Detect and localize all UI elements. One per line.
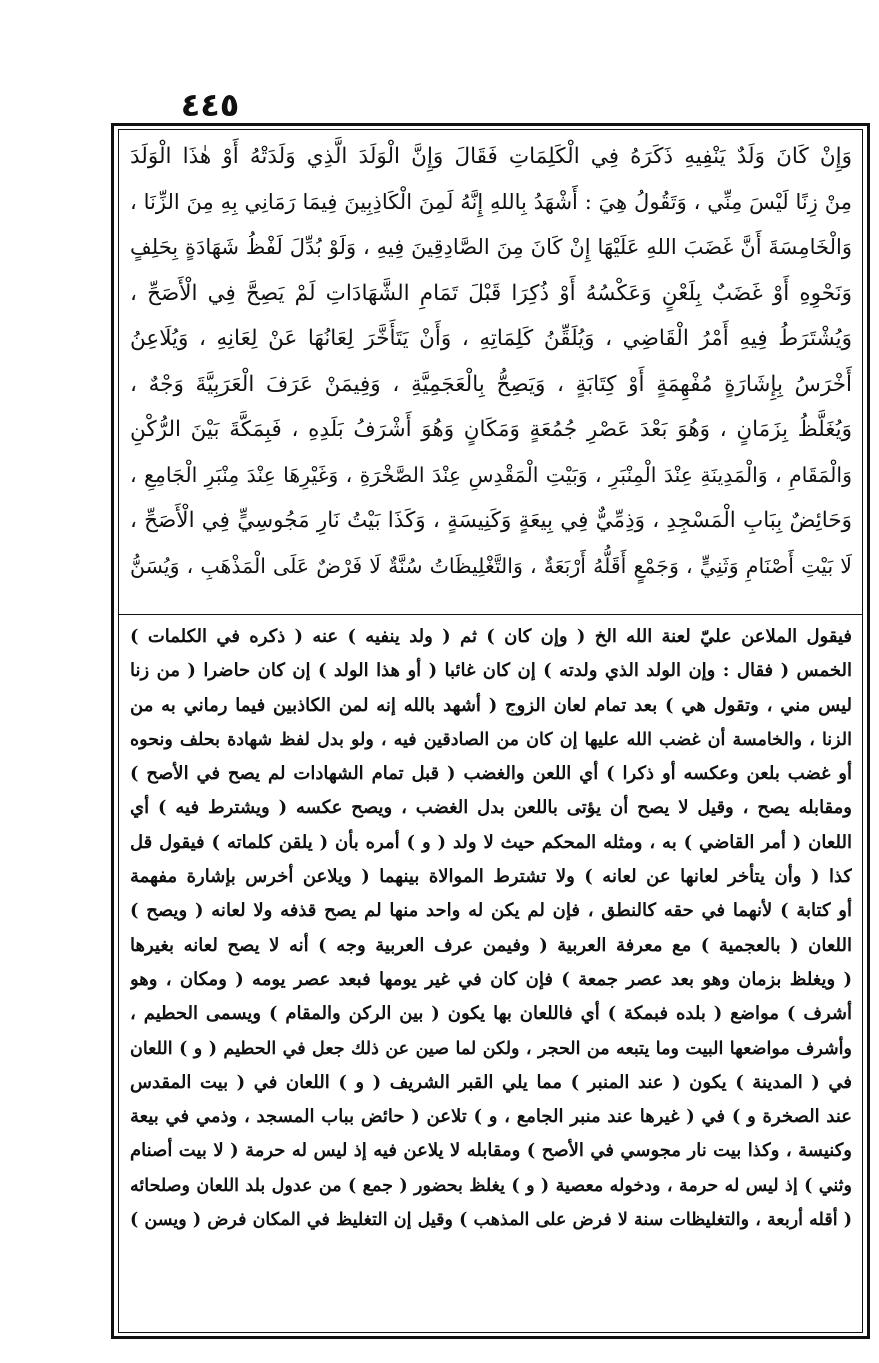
matn-line: وَالْمَقَامِ ، وَالْمَدِينَةِ عِنْدَ الْمِنْبَرِ ، وَبَيْتِ الْمَقْدِسِ عِنْدَ الصَّخْرَةِ ، وَغَيْرِهَا عِنْدَ مِنْبَرِ الْجَامِعِ ، (130, 462, 852, 487)
matn-line: وَإِنْ كَانَ وَلَدٌ يَنْفِيهِ ذَكَرَهُ فِي الْكَلِمَاتِ فَقَالَ وَإِنَّ الْوَلَدَ الَّذِي وَلَدَتْهُ أَوْ هٰذَا الْوَلَدَ (130, 144, 852, 169)
matn-line: وَالْخَامِسَةَ أَنَّ غَضَبَ اللهِ عَلَيْهَا إِنْ كَانَ مِنَ الصَّادِقِينَ فِيهِ ، وَلَوْ بُدِّلَ لَفْظُ شَهَادَةٍ بِحَلِفٍ (130, 235, 852, 259)
sharh-line: ( ويغلظ بزمان وهو بعد عصر جمعة ) فإن كان في غير يومها فبعد عصر يومه ( ومكان ، وهو (130, 968, 852, 990)
sharh-line: ليس مني ، وتقول هي ) بعد تمام لعان الزوج ( أشهد بالله إنه لمن الكاذبين فيما رماني به من (130, 694, 852, 716)
sharh-line: عند الصخرة و ) في ( غيرها عند منبر الجامع ، و ) تلاعن ( حائض بباب المسجد ، وذمي في بيعة (130, 1106, 852, 1128)
sharh-line: أو غضب بلعن وعكسه أو ذكرا ) أي اللعن والغضب ( قبل تمام الشهادات لم يصح في الأصح ) (130, 763, 852, 785)
matn-line: مِنْ زِنًا لَيْسَ مِنِّي ، وَتَقُولُ هِيَ : أَشْهَدُ بِاللهِ إِنَّهُ لَمِنَ الْكَاذِبِينَ فِيمَا رَمَانِي بِهِ مِنَ الزِّنَا ، (130, 189, 852, 214)
sharh-line: اللعان ( بالعجمية ) مع معرفة العربية ( وفيمن عرف العربية وجه ) أنه لا يصح لعانه بغيرها (130, 934, 852, 956)
sharh-line: ومقابله يصح ، وقيل لا يصح أن يؤتى باللعن بدل الغضب ، ويصح عكسه ( ويشترط فيه ) أي (130, 797, 852, 819)
matn-line: لَا بَيْتِ أَصْنَامِ وَثَنِيٍّ ، وَجَمْعٍ أَقَلُّهُ أَرْبَعَةٌ ، وَالتَّغْلِيظَاتُ سُنَّةٌ لَا فَرْضٌ عَلَى الْمَذْهَبِ ، وَيُسَنُّ (130, 553, 852, 578)
sharh-line: كذا ( وأن يتأخر لعانها عن لعانه ) ولا تشترط الموالاة بينهما ( ويلاعن أخرس بإشارة مفهمة (130, 866, 852, 888)
matn-line: وَنَحْوِهِ أَوْ غَضَبٌ بِلَعْنٍ وَعَكْسُهُ أَوْ ذُكِرَا قَبْلَ تَمَامِ الشَّهَادَاتِ لَمْ يَصِحَّ فِي الْأَصَحِّ ، (130, 280, 852, 306)
sharh-line: فيقول الملاعن عليّ لعنة الله الخ ( وإن كان ) ثم ( ولد ينفيه ) عنه ( ذكره في الكلمات ) (130, 626, 852, 647)
sharh-line: الزنا ، والخامسة أن غضب الله عليها إن كان من الصادقين فيه ، ولو بدل لفظ شهادة بحلف ونحوه (130, 729, 852, 750)
sharh-line: وثني ) إذ ليس له حرمة ، ودخوله معصية ( و ) يغلظ بحضور ( جمع ) من عدول بلد اللعان وصلحائه (130, 1175, 852, 1196)
sharh-line: اللعان ( أمر القاضي ) به ، ومثله المحكم حيث لا ولد ( و ) أمره بأن ( يلقن كلماته ) فيقول قل (130, 831, 852, 853)
matn-line: وَيُغَلَّظُ بِزَمَانٍ ، وَهُوَ بَعْدَ عَصْرِ جُمُعَةٍ وَمَكَانٍ وَهُوَ أَشْرَفُ بَلَدِهِ ، فَبِمَكَّةَ بَيْنَ الرُّكْنِ (130, 417, 852, 442)
matn-text-block (130, 134, 852, 609)
sharh-line: الخمس ( فقال : وإن الولد الذي ولدته ) إن كان غائبا ( أو هذا الولد ) إن كان حاضرا ( من زنا (130, 660, 852, 682)
sharh-line: وأشرف مواضعها البيت وما يتبعه من الحجر ، ولكن لما صين عن ذلك جعل في الحطيم ( و ) اللعان (130, 1038, 852, 1059)
sharh-line: وكنيسة ، وكذا بيت نار مجوسي في الأصح ) ومقابله لا يلاعن فيه إذ ليس له حرمة ( لا بيت أصنام (130, 1140, 852, 1162)
matn-line: أَخْرَسُ بِإِشَارَةٍ مُفْهِمَةٍ أَوْ كِتَابَةٍ ، وَيَصِحُّ بِالْعَجَمِيَّةِ ، وَفِيمَنْ عَرَفَ الْعَرَبِيَّةَ وَجْهٌ ، (130, 371, 852, 397)
sharh-line: أو كتابة ) لأنهما في حقه كالنطق ، فإن لم يكن له واحد منها لم يصح قذفه ولا لعانه ( ويصح ) (130, 900, 852, 922)
sharh-commentary-block (130, 620, 852, 1328)
section-divider (118, 614, 863, 615)
sharh-line: ( أقله أربعة ، والتغليظات سنة لا فرض على المذهب ) وقيل إن التغليظ في المكان فرض ( ويسن ) (130, 1210, 852, 1231)
sharh-line: في ( المدينة ) يكون ( عند المنبر ) مما يلي القبر الشريف ( و ) اللعان في ( بيت المقدس (130, 1071, 852, 1093)
matn-line: وَحَائِضٌ بِبَابِ الْمَسْجِدِ ، وَذِمِّيٌّ فِي بِيعَةٍ وَكَنِيسَةٍ ، وَكَذَا بَيْتُ نَارِ مَجُوسِيٍّ فِي الْأَصَحِّ ، (130, 508, 852, 533)
page-number: ٤٤٥ (180, 86, 240, 124)
sharh-line: أشرف ) مواضع ( بلده فبمكة ) أي فاللعان بها يكون ( بين الركن والمقام ) ويسمى الحطيم ، (130, 1003, 852, 1025)
matn-line: وَيُشْتَرَطُ فِيهِ أَمْرُ الْقَاضِي ، وَيُلَقِّنُ كَلِمَاتِهِ ، وَأَنْ يَتَأَخَّرَ لِعَانُهَا عَنْ لِعَانِهِ ، وَيُلَاعِنُ (130, 326, 852, 351)
